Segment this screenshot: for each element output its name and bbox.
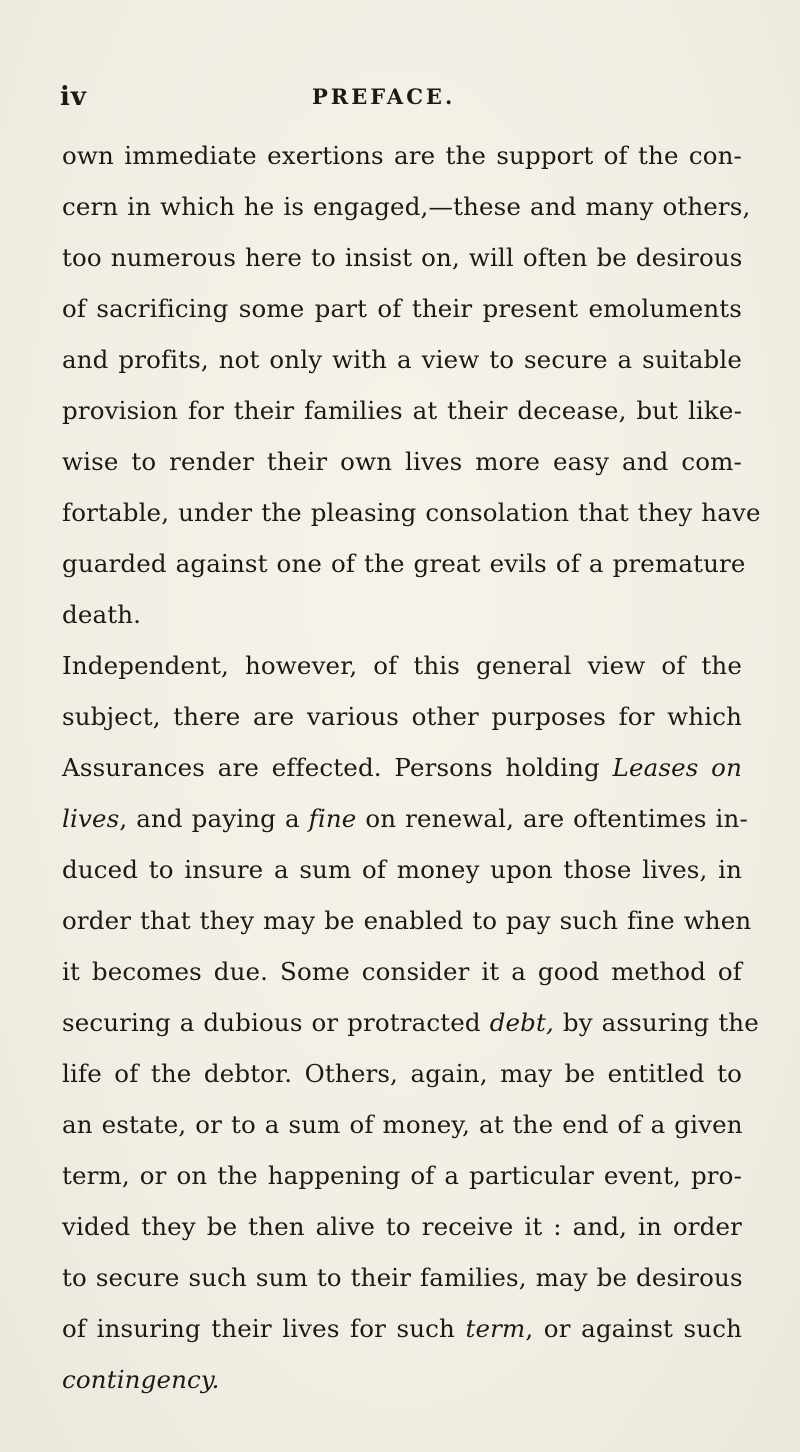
text-run: to secure such sum to their families, may be desirous bbox=[62, 1263, 743, 1292]
text-line bbox=[62, 895, 752, 946]
text-line bbox=[62, 1354, 742, 1405]
text-run: vided they be then alive to receive it : and, in order bbox=[62, 1212, 742, 1241]
italic-text: lives bbox=[62, 804, 120, 833]
text-line bbox=[62, 1303, 742, 1354]
text-run: own immediate exertions are the support of the con- bbox=[62, 141, 742, 170]
running-head bbox=[60, 82, 740, 112]
text-line bbox=[62, 1150, 742, 1201]
text-run: it becomes due. Some consider it a good method of bbox=[62, 957, 742, 986]
text-run: and profits, not only with a view to secure a suitable bbox=[62, 345, 742, 374]
text-run: guarded against one of the great evils of a premature bbox=[62, 549, 746, 578]
text-line bbox=[62, 538, 746, 589]
text-run: provision for their families at their decease, but like- bbox=[62, 396, 742, 425]
text-line bbox=[62, 844, 742, 895]
text-line bbox=[62, 1099, 742, 1150]
text-line bbox=[62, 181, 751, 232]
text-line bbox=[62, 742, 742, 793]
running-title: PREFACE. bbox=[312, 84, 456, 109]
text-run: an estate, or to a sum of money, at the end of a given bbox=[62, 1110, 743, 1139]
text-run: death. bbox=[62, 600, 142, 629]
text-run: life of the debtor. Others, again, may be entitled to bbox=[62, 1059, 742, 1088]
text-run: order that they may be enabled to pay such fine when bbox=[62, 906, 752, 935]
text-run: subject, there are various other purposes for which bbox=[62, 702, 742, 731]
text-line bbox=[62, 1252, 742, 1303]
text-line bbox=[62, 232, 742, 283]
text-run: Independent, however, of this general view of the bbox=[62, 651, 742, 680]
text-run: fortable, under the pleasing consolation that they have bbox=[62, 498, 761, 527]
text-line bbox=[62, 589, 742, 640]
text-run: wise to render their own lives more easy and com- bbox=[62, 447, 742, 476]
text-run: of insuring their lives for such bbox=[62, 1314, 466, 1343]
italic-text: Leases on bbox=[612, 753, 743, 782]
body-text bbox=[62, 130, 761, 1405]
text-run: securing a dubious or protracted bbox=[62, 1008, 490, 1037]
text-line bbox=[62, 997, 759, 1048]
text-run: , or against such bbox=[525, 1314, 743, 1343]
italic-text: contingency. bbox=[62, 1365, 220, 1394]
text-line bbox=[62, 946, 742, 997]
text-line bbox=[62, 487, 761, 538]
page-number: iv bbox=[60, 82, 87, 112]
text-run: too numerous here to insist on, will often be desirous bbox=[62, 243, 743, 272]
text-line bbox=[62, 793, 748, 844]
text-run: term, or on the happening of a particular event, pro- bbox=[62, 1161, 742, 1190]
text-run: Assurances are effected. Persons holding bbox=[62, 753, 613, 782]
text-run: , and paying a bbox=[119, 804, 309, 833]
italic-text: debt, bbox=[489, 1008, 554, 1037]
text-run: cern in which he is engaged,—these and many others, bbox=[62, 192, 751, 221]
text-run: of sacrificing some part of their present emoluments bbox=[62, 294, 742, 323]
text-line bbox=[62, 1201, 742, 1252]
text-run: on renewal, are oftentimes in- bbox=[356, 804, 748, 833]
text-line bbox=[62, 640, 742, 691]
italic-text: fine bbox=[308, 804, 357, 833]
text-run: duced to insure a sum of money upon those lives, in bbox=[62, 855, 742, 884]
text-line bbox=[62, 334, 742, 385]
text-line bbox=[62, 130, 742, 181]
text-line bbox=[62, 1048, 742, 1099]
text-line bbox=[62, 385, 742, 436]
text-line bbox=[62, 436, 742, 487]
text-line bbox=[62, 691, 742, 742]
italic-text: term bbox=[465, 1314, 526, 1343]
text-run: by assuring the bbox=[553, 1008, 759, 1037]
text-line bbox=[62, 283, 742, 334]
